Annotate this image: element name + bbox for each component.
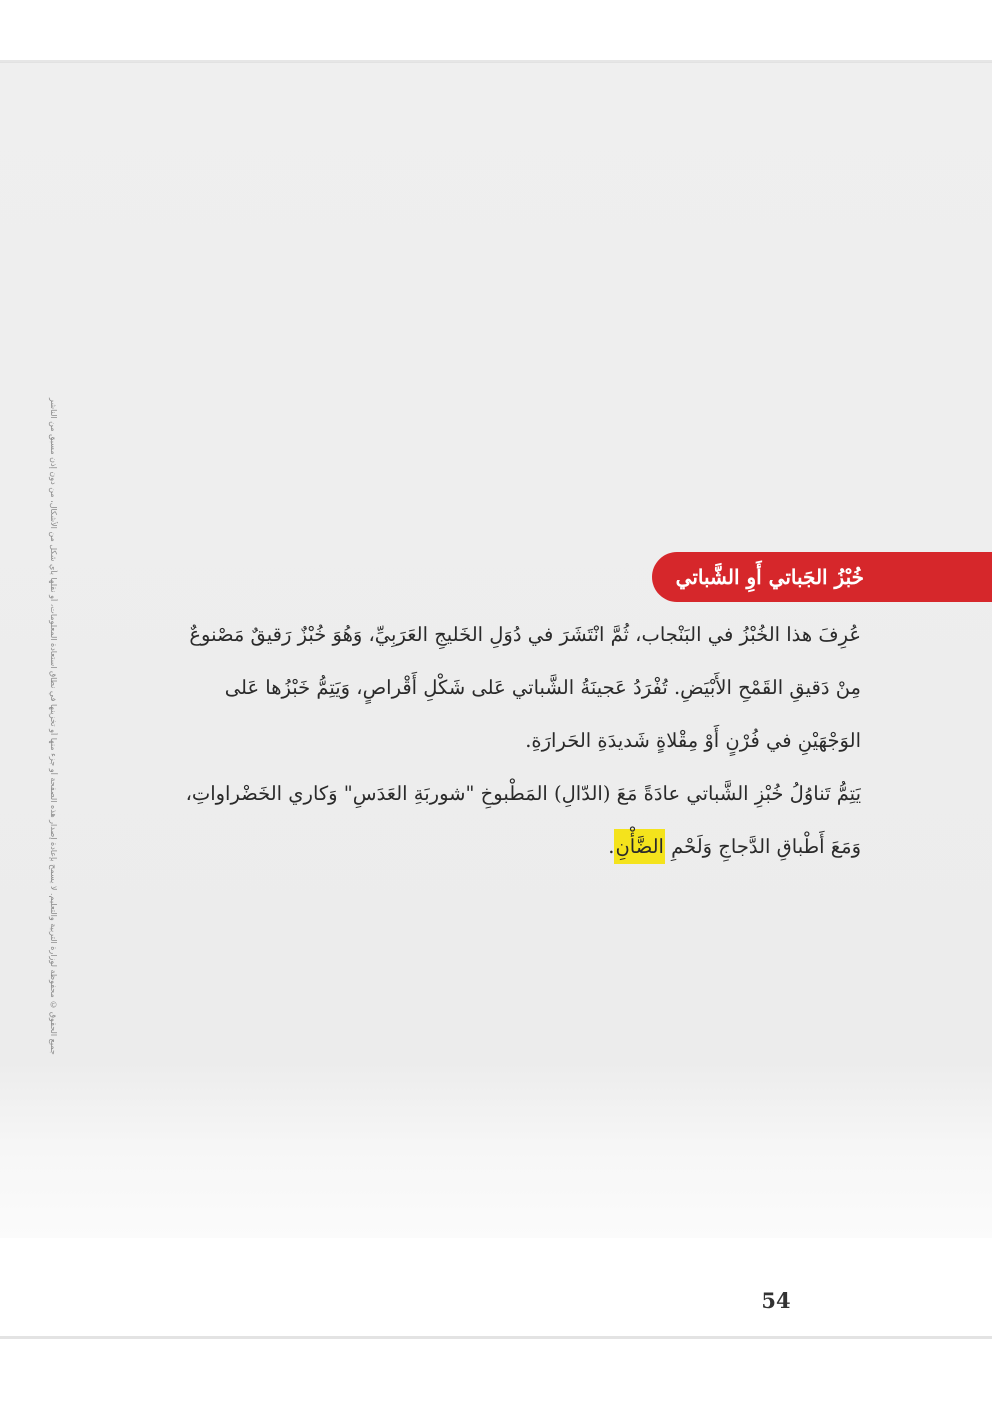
highlighted-word: الضَّأْنِ bbox=[614, 829, 665, 864]
bottom-rule bbox=[0, 1336, 992, 1339]
paragraph-2-line-2 bbox=[175, 820, 861, 873]
paragraph-2-line-1: يَتِمُّ تَناوُلُ خُبْزِ الشَّباتي عادَةً مَعَ (الدّالِ) المَطْبوخِ "شوربَةِ العَدَسِ" وَكاري الخَضْراواتِ، bbox=[185, 782, 861, 805]
paragraph-1-line-3: الوَجْهَيْنِ في فُرْنٍ أَوْ مِقْلاةٍ شَديدَةِ الحَرارَةِ. bbox=[525, 729, 861, 752]
paragraph-2-text: وَمَعَ أَطْباقِ الدَّجاجِ وَلَحْمِ bbox=[664, 835, 861, 858]
paragraph-1-line-1: عُرِفَ هذا الخُبْزُ في البَنْجاب، ثُمَّ انْتَشَرَ في دُوَلِ الخَليجِ العَرَبِيِّ، وَهُوَ خُبْزٌ رَقيقٌ مَصْنوعٌ bbox=[189, 623, 861, 646]
copyright-notice: جميع الحقوق © محفوظة لوزارة التربية والتعليم. لا يسمح بإعادة إصدار هذه الصفحة أو جزء منها أو تخزينها في نطاق استعادة المعلومات، أو نقلها بأي شكل من الأشكال، من دون إذن مسبق من الناشر bbox=[49, 398, 58, 1055]
paragraph-1-line-2: مِنْ دَقيقِ القَمْحِ الأَبْيَضِ. تُفْرَدُ عَجينَةُ الشَّباتي عَلى شَكْلِ أَقْراصٍ، وَيَتِمُّ خَبْزُها عَلى bbox=[224, 676, 861, 699]
article-body bbox=[175, 608, 861, 873]
section-title: خُبْزُ الجَباتي أَوِ الشَّباتي bbox=[675, 565, 864, 589]
paragraph-2-period: . bbox=[608, 835, 615, 858]
page-number: 54 bbox=[761, 1288, 791, 1313]
section-title-banner bbox=[652, 552, 992, 602]
